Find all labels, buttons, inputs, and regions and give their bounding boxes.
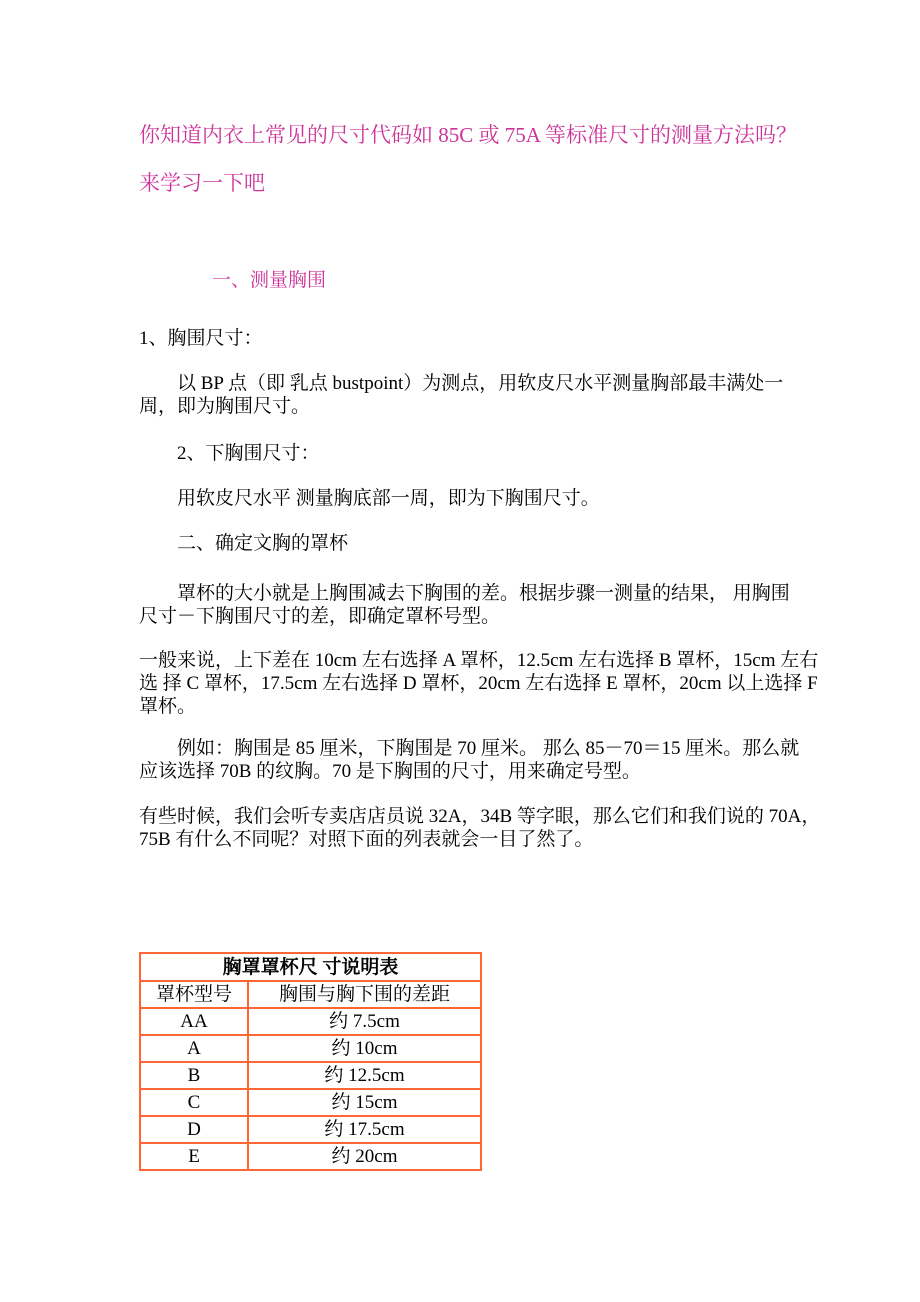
cup-type-cell: D <box>140 1116 248 1143</box>
table-title-row <box>140 953 481 981</box>
para-cup-ranges-line-2: 选 择 C 罩杯，17.5cm 左右选择 D 罩杯，20cm 左右选择 E 罩杯，20cm 以上选择 F <box>139 673 818 694</box>
item2-underbust-label: 2、下胸围尺寸： <box>177 443 320 464</box>
intro-line-1: 你知道内衣上常见的尺寸代码如 85C 或 75A 等标准尺寸的测量方法吗？ <box>139 123 798 147</box>
para-bust-measure-line-2: 周，即为胸围尺寸。 <box>139 396 311 417</box>
difference-cell: 约 17.5cm <box>248 1116 481 1143</box>
cup-size-table <box>139 952 482 1171</box>
table-row <box>140 1116 481 1143</box>
para-underbust-measure: 用软皮尺水平 测量胸底部一周，即为下胸围尺寸。 <box>177 488 600 509</box>
table-row <box>140 1035 481 1062</box>
para-bust-measure <box>139 372 790 418</box>
para-example-line-1: 例如：胸围是 85 厘米，下胸围是 70 厘米。 那么 85－70＝15 厘米。那么就 <box>177 738 800 759</box>
table-row <box>140 1143 481 1170</box>
table-title: 胸罩罩杯尺 寸说明表 <box>140 953 481 981</box>
table-row <box>140 1089 481 1116</box>
cup-type-cell: A <box>140 1035 248 1062</box>
para-cup-ranges <box>139 649 819 718</box>
para-store-sizes-line-2: 75B 有什么不同呢？对照下面的列表就会一目了然了。 <box>139 829 594 850</box>
para-cup-ranges-line-3: 罩杯。 <box>139 696 197 717</box>
section2-heading: 二、确定文胸的罩杯 <box>177 533 349 554</box>
para-cup-calculation-line-1: 罩杯的大小就是上胸围减去下胸围的差。根据步骤一测量的结果， 用胸围 <box>177 583 790 604</box>
item1-bust-label: 1、胸围尺寸： <box>139 328 263 349</box>
cup-type-cell: C <box>140 1089 248 1116</box>
para-example <box>139 737 800 783</box>
difference-cell: 约 7.5cm <box>248 1008 481 1035</box>
para-cup-calculation <box>139 582 790 628</box>
para-cup-ranges-line-1: 一般来说，上下差在 10cm 左右选择 A 罩杯，12.5cm 左右选择 B 罩杯，15cm 左右 <box>139 650 819 671</box>
table-row <box>140 1062 481 1089</box>
cup-type-cell: E <box>140 1143 248 1170</box>
intro-line-2: 来学习一下吧 <box>139 171 265 195</box>
section1-heading: 一、测量胸围 <box>212 270 327 291</box>
difference-cell: 约 15cm <box>248 1089 481 1116</box>
para-store-sizes <box>139 805 821 851</box>
para-example-line-2: 应该选择 70B 的纹胸。70 是下胸围的尺寸，用来确定号型。 <box>139 761 641 782</box>
header-cup-type: 罩杯型号 <box>140 981 248 1008</box>
header-difference: 胸围与胸下围的差距 <box>248 981 481 1008</box>
difference-cell: 约 12.5cm <box>248 1062 481 1089</box>
cup-type-cell: B <box>140 1062 248 1089</box>
table-row <box>140 1008 481 1035</box>
para-store-sizes-line-1: 有些时候，我们会听专卖店店员说 32A，34B 等字眼，那么它们和我们说的 70A， <box>139 806 821 827</box>
difference-cell: 约 20cm <box>248 1143 481 1170</box>
difference-cell: 约 10cm <box>248 1035 481 1062</box>
para-cup-calculation-line-2: 尺寸－下胸围尺寸的差，即确定罩杯号型。 <box>139 606 501 627</box>
cup-type-cell: AA <box>140 1008 248 1035</box>
para-bust-measure-line-1: 以 BP 点（即 乳点 bustpoint）为测点，用软皮尺水平测量胸部最丰满处一 <box>177 373 784 394</box>
table-header-row <box>140 981 481 1008</box>
